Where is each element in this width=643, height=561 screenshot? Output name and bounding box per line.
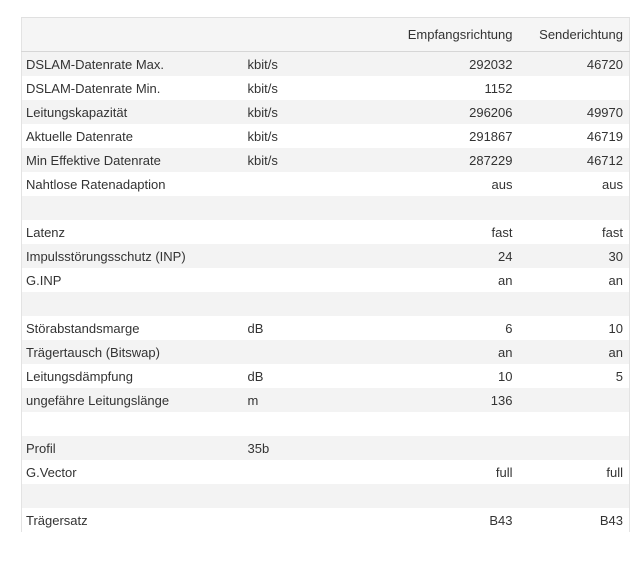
row-unit: kbit/s: [244, 100, 404, 124]
row-send-value: [519, 196, 630, 220]
header-receive-direction: Empfangsrichtung: [404, 18, 519, 52]
row-receive-value: [404, 412, 519, 436]
row-send-value: fast: [519, 220, 630, 244]
row-receive-value: [404, 484, 519, 508]
row-send-value: B43: [519, 508, 630, 532]
row-receive-value: [404, 196, 519, 220]
row-label: G.INP: [22, 268, 244, 292]
row-unit: [244, 172, 404, 196]
row-receive-value: 292032: [404, 52, 519, 77]
table-row: [22, 508, 630, 532]
row-label: [22, 484, 244, 508]
row-send-value: [519, 388, 630, 412]
row-send-value: 46719: [519, 124, 630, 148]
row-send-value: 10: [519, 316, 630, 340]
table-row: [22, 460, 630, 484]
table-row: [22, 76, 630, 100]
row-label: Leitungskapazität: [22, 100, 244, 124]
row-send-value: [519, 436, 630, 460]
row-receive-value: 1152: [404, 76, 519, 100]
row-send-value: 49970: [519, 100, 630, 124]
row-label: Leitungsdämpfung: [22, 364, 244, 388]
row-send-value: full: [519, 460, 630, 484]
table-row: [22, 196, 630, 220]
table-row: [22, 172, 630, 196]
table-row: [22, 484, 630, 508]
row-send-value: [519, 76, 630, 100]
row-unit: [244, 196, 404, 220]
row-label: Impulsstörungsschutz (INP): [22, 244, 244, 268]
table-row: [22, 412, 630, 436]
row-receive-value: 291867: [404, 124, 519, 148]
row-label: DSLAM-Datenrate Min.: [22, 76, 244, 100]
row-unit: [244, 292, 404, 316]
row-receive-value: B43: [404, 508, 519, 532]
row-receive-value: [404, 292, 519, 316]
row-label: ungefähre Leitungslänge: [22, 388, 244, 412]
table-row: [22, 148, 630, 172]
row-label: Nahtlose Ratenadaption: [22, 172, 244, 196]
header-label: [22, 18, 244, 52]
row-receive-value: 6: [404, 316, 519, 340]
row-send-value: [519, 412, 630, 436]
row-unit: kbit/s: [244, 76, 404, 100]
row-label: G.Vector: [22, 460, 244, 484]
table-row: [22, 100, 630, 124]
row-unit: dB: [244, 316, 404, 340]
table-row: [22, 364, 630, 388]
row-unit: [244, 220, 404, 244]
row-unit: 35b: [244, 436, 404, 460]
row-label: [22, 412, 244, 436]
row-unit: [244, 484, 404, 508]
dsl-info-panel: [21, 17, 629, 532]
table-row: [22, 436, 630, 460]
row-receive-value: full: [404, 460, 519, 484]
row-unit: kbit/s: [244, 52, 404, 77]
row-send-value: aus: [519, 172, 630, 196]
row-receive-value: 24: [404, 244, 519, 268]
row-receive-value: 10: [404, 364, 519, 388]
row-unit: kbit/s: [244, 148, 404, 172]
row-send-value: 30: [519, 244, 630, 268]
table-row: [22, 340, 630, 364]
row-receive-value: [404, 436, 519, 460]
row-receive-value: 296206: [404, 100, 519, 124]
row-unit: kbit/s: [244, 124, 404, 148]
row-label: [22, 196, 244, 220]
row-receive-value: fast: [404, 220, 519, 244]
row-send-value: 46712: [519, 148, 630, 172]
row-unit: [244, 460, 404, 484]
row-send-value: 5: [519, 364, 630, 388]
row-receive-value: an: [404, 340, 519, 364]
row-receive-value: an: [404, 268, 519, 292]
row-label: [22, 292, 244, 316]
row-unit: [244, 340, 404, 364]
row-receive-value: aus: [404, 172, 519, 196]
row-send-value: an: [519, 268, 630, 292]
table-row: [22, 124, 630, 148]
row-unit: m: [244, 388, 404, 412]
table-row: [22, 292, 630, 316]
row-label: Störabstandsmarge: [22, 316, 244, 340]
row-unit: [244, 412, 404, 436]
row-label: DSLAM-Datenrate Max.: [22, 52, 244, 77]
header-unit: [244, 18, 404, 52]
table-row: [22, 268, 630, 292]
table-row: [22, 316, 630, 340]
row-send-value: 46720: [519, 52, 630, 77]
table-row: [22, 220, 630, 244]
row-send-value: [519, 484, 630, 508]
row-unit: [244, 244, 404, 268]
row-send-value: [519, 292, 630, 316]
row-label: Trägersatz: [22, 508, 244, 532]
row-send-value: an: [519, 340, 630, 364]
row-label: Profil: [22, 436, 244, 460]
table-row: [22, 388, 630, 412]
row-unit: dB: [244, 364, 404, 388]
row-unit: [244, 508, 404, 532]
row-unit: [244, 268, 404, 292]
row-label: Min Effektive Datenrate: [22, 148, 244, 172]
header-send-direction: Senderichtung: [519, 18, 630, 52]
table-header-row: [22, 18, 630, 52]
table-row: [22, 52, 630, 77]
table-row: [22, 244, 630, 268]
row-receive-value: 287229: [404, 148, 519, 172]
row-label: Trägertausch (Bitswap): [22, 340, 244, 364]
row-label: Latenz: [22, 220, 244, 244]
row-receive-value: 136: [404, 388, 519, 412]
dsl-info-table: [21, 17, 630, 532]
row-label: Aktuelle Datenrate: [22, 124, 244, 148]
